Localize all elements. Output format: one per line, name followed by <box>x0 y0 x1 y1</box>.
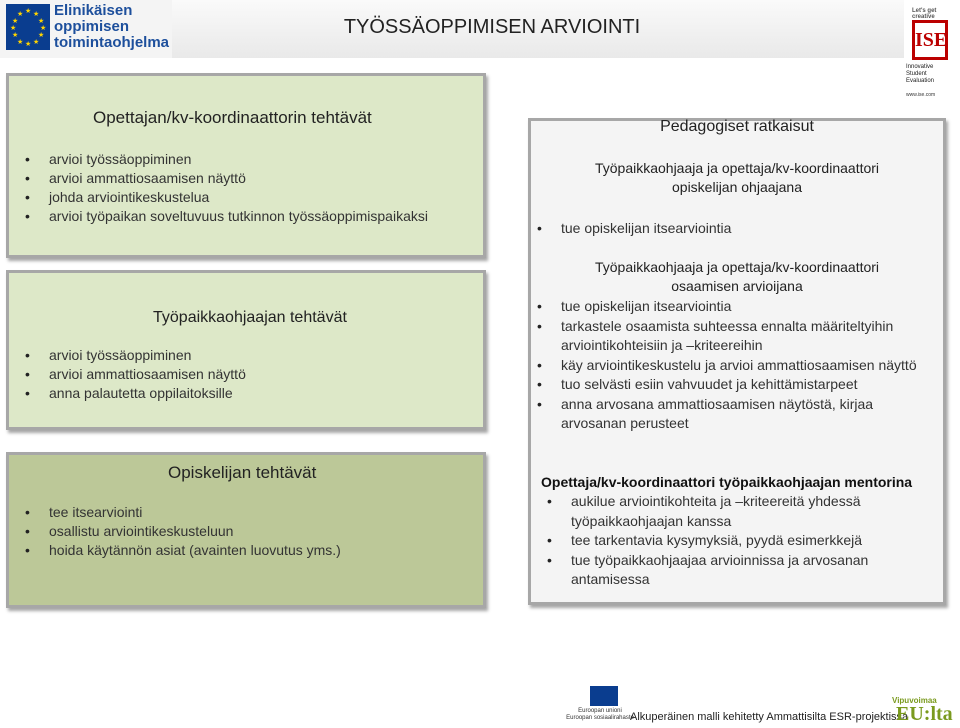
caption-line: opiskelijan ohjaajana <box>672 179 802 195</box>
ise-subtitle <box>906 64 960 85</box>
section-c-list <box>543 492 923 590</box>
ise-subtitle-line: Innovative <box>906 64 934 70</box>
list-item: • aukilue arviointikohteita ja –kriteereitä yhdessä työpaikkaohjaajan kanssa <box>543 492 923 531</box>
section-c-heading: Opettaja/kv-koordinaattori työpaikkaohjaajan mentorina <box>541 474 913 490</box>
teacher-tasks-list <box>21 150 428 226</box>
list-item: • tue opiskelijan itsearviointia <box>533 297 933 317</box>
list-item: • arvioi ammattiosaamisen näyttö <box>21 169 428 188</box>
section-b-list <box>533 297 933 434</box>
eu-flag-icon: ★ ★ ★ ★ ★ ★ ★ ★ ★ ★ ★ ★ <box>6 4 50 50</box>
section-a-caption <box>531 159 943 197</box>
eu-label-line: Euroopan unioni <box>578 708 622 714</box>
solutions-heading: Pedagogiset ratkaisut <box>660 118 814 135</box>
list-item: • käy arviointikeskustelu ja arvioi ammattiosaamisen näyttö <box>533 356 933 376</box>
student-tasks-list <box>21 503 341 560</box>
list-item: • osallistu arviointikeskusteluun <box>21 522 341 541</box>
pedagogical-solutions-panel <box>528 118 946 605</box>
student-tasks-heading: Opiskelijan tehtävät <box>168 463 317 482</box>
list-item: • arvioi työssäoppiminen <box>21 346 246 365</box>
employer-tasks-panel <box>6 270 486 430</box>
footer-note: Alkuperäinen malli kehitetty Ammattisilta ESR-projektissa <box>630 711 909 723</box>
ise-subtitle-line: Evaluation <box>906 78 935 84</box>
list-item: • johda arviointikeskustelua <box>21 188 428 207</box>
employer-tasks-heading: Työpaikkaohjaajan tehtävät <box>153 309 347 326</box>
list-item: • arvioi työpaikan soveltuvuus tutkinnon työssäoppimispaikaksi <box>21 207 428 226</box>
list-item: • tue opiskelijan itsearviointia <box>533 219 933 238</box>
ise-tagline: Let's get creative <box>912 8 937 20</box>
logo-line: toimintaohjelma <box>54 34 170 51</box>
employer-tasks-list <box>21 346 246 403</box>
list-item: • anna palautetta oppilaitoksille <box>21 384 246 403</box>
vipuvoimaa-logo-tagline: Vipuvoimaa <box>892 696 937 705</box>
section-b-caption <box>531 258 943 296</box>
caption-line: osaamisen arvioijana <box>671 278 803 294</box>
eu-label-line: Euroopan sosiaalirahasto <box>566 715 634 721</box>
section-a-list <box>533 219 933 238</box>
logo-line: oppimisen <box>54 18 130 35</box>
lifelong-learning-logo-text <box>54 3 169 51</box>
list-item: • arvioi ammattiosaamisen näyttö <box>21 365 246 384</box>
caption-line: Työpaikkaohjaaja ja opettaja/kv-koordinaattori <box>594 259 880 275</box>
list-item: • tee itsearviointi <box>21 503 341 522</box>
list-item: • anna arvosana ammattiosaamisen näytöstä, kirjaa arvosanan perusteet <box>533 395 933 434</box>
teacher-tasks-heading: Opettajan/kv-koordinaattorin tehtävät <box>93 108 372 127</box>
list-item: • tarkastele osaamista suhteessa ennalta määriteltyihin arviointikohteisiin ja –kriteereihin <box>533 317 933 356</box>
eu-esf-label <box>560 708 640 722</box>
caption-line: Työpaikkaohjaaja ja opettaja/kv-koordinaattori <box>594 160 880 176</box>
page-title: TYÖSSÄOPPIMISEN ARVIOINTI <box>343 16 641 38</box>
ise-mark: ISE <box>912 20 948 60</box>
list-item: • tee tarkentavia kysymyksiä, pyydä esimerkkejä <box>543 531 923 551</box>
list-item: • hoida käytännön asiat (avainten luovutus yms.) <box>21 541 341 560</box>
student-tasks-panel <box>6 452 486 608</box>
list-item: • tue työpaikkaohjaajaa arvioinnissa ja arvosanan antamisessa <box>543 551 923 590</box>
list-item: • tuo selvästi esiin vahvuudet ja kehittämistarpeet <box>533 375 933 395</box>
eulta-logo: EU:lta <box>896 703 953 725</box>
ise-url: www.ise.com <box>906 92 936 98</box>
eu-flag-icon <box>590 686 618 706</box>
teacher-tasks-panel <box>6 73 486 258</box>
ise-subtitle-line: Student <box>906 71 927 77</box>
list-item: • arvioi työssäoppiminen <box>21 150 428 169</box>
logo-line: Elinikäisen <box>54 2 133 19</box>
